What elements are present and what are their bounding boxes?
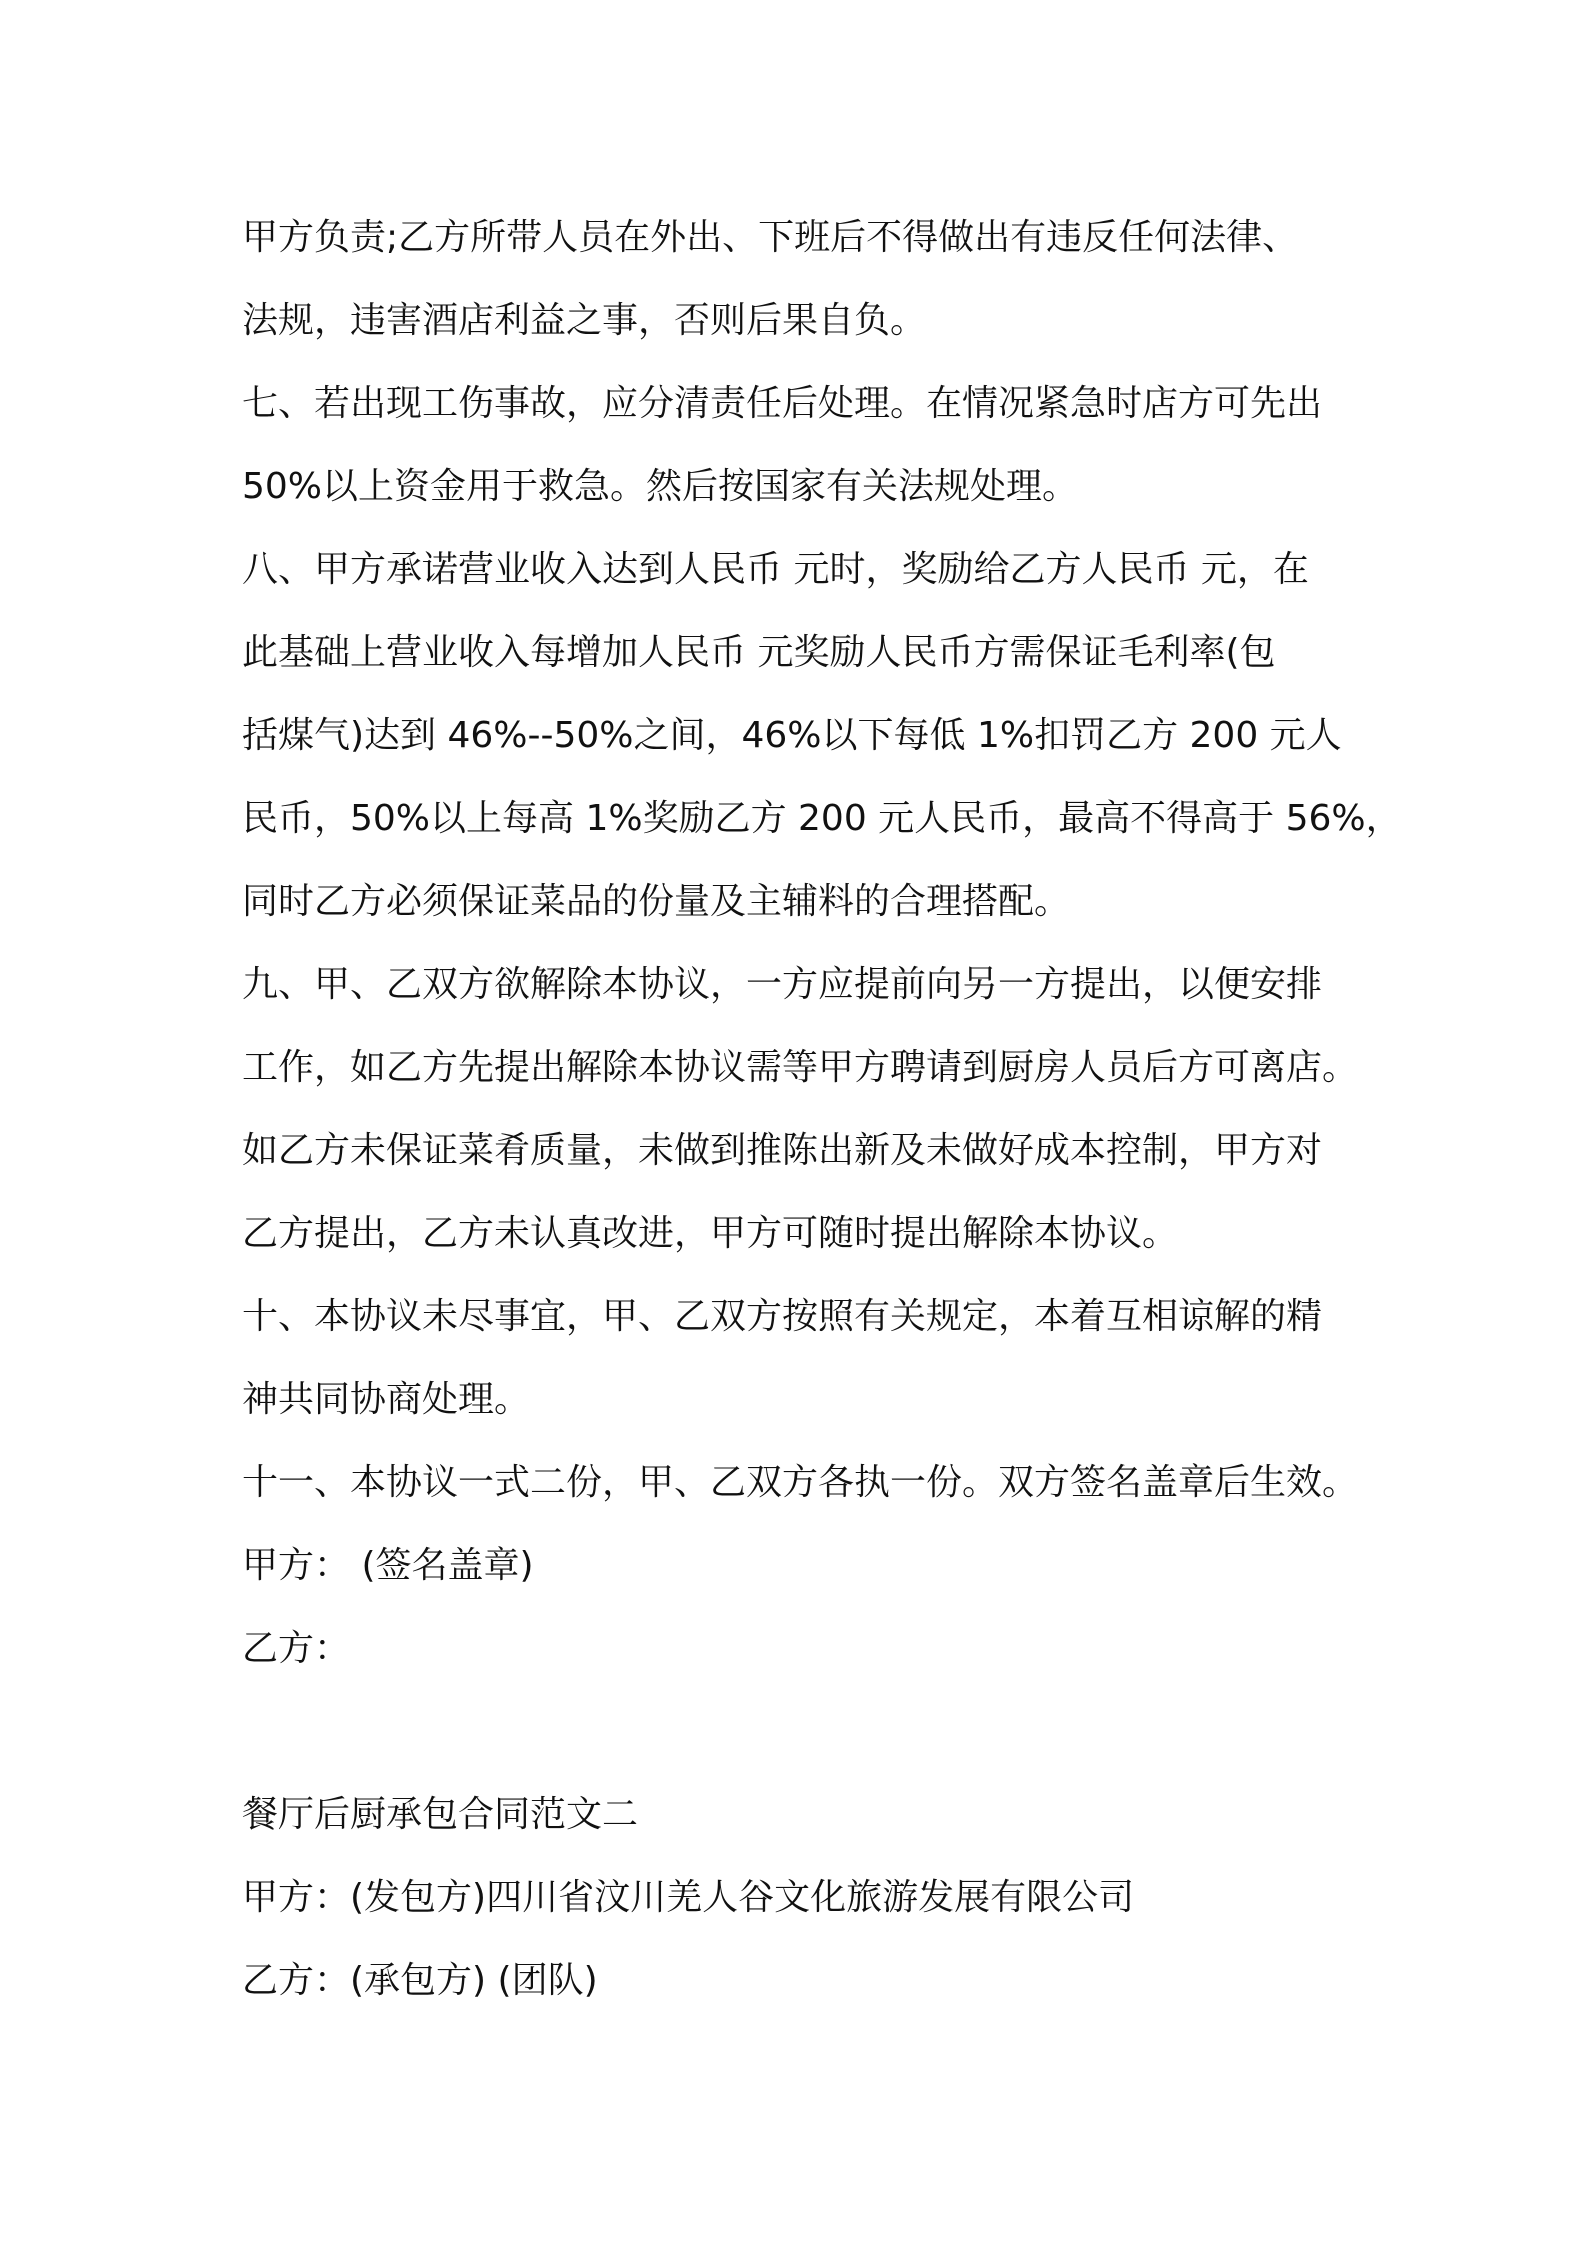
text-line: 如乙方未保证菜肴质量，未做到推陈出新及未做好成本控制，甲方对 <box>242 1130 1323 1171</box>
text-line: 工作，如乙方先提出解除本协议需等甲方聘请到厨房人员后方可离店。 <box>242 1047 1359 1088</box>
clause-7: 七、若出现工伤事故，应分清责任后处理。在情况紧急时店方可先出 <box>242 383 1323 424</box>
clause-11: 十一、本协议一式二份，甲、乙双方各执一份。双方签名盖章后生效。 <box>242 1462 1359 1503</box>
clause-9: 九、甲、乙双方欲解除本协议，一方应提前向另一方提出，以便安排 <box>242 964 1323 1005</box>
text-line: 括煤气)达到 46%--50%之间，46%以下每低 1%扣罚乙方 200 元人 <box>242 715 1342 756</box>
party-b-line: 乙方：(承包方) (团队) <box>242 1960 598 2001</box>
text-line: 此基础上营业收入每增加人民币 元奖励人民币方需保证毛利率(包 <box>242 632 1276 673</box>
text-line: 同时乙方必须保证菜品的份量及主辅料的合理搭配。 <box>242 881 1071 922</box>
text-line: 民币，50%以上每高 1%奖励乙方 200 元人民币，最高不得高于 56%， <box>242 798 1402 839</box>
party-b-signature: 乙方： <box>242 1628 351 1669</box>
clause-10: 十、本协议未尽事宜，甲、乙双方按照有关规定，本着互相谅解的精 <box>242 1296 1323 1337</box>
text-line: 神共同协商处理。 <box>242 1379 531 1420</box>
section-title: 餐厅后厨承包合同范文二 <box>242 1794 639 1835</box>
text-line: 50%以上资金用于救急。然后按国家有关法规处理。 <box>242 466 1079 507</box>
party-a-line: 甲方：(发包方)四川省汶川羌人谷文化旅游发展有限公司 <box>242 1877 1135 1918</box>
text-line: 乙方提出，乙方未认真改进，甲方可随时提出解除本协议。 <box>242 1213 1179 1254</box>
text-line: 甲方负责;乙方所带人员在外出、下班后不得做出有违反任何法律、 <box>242 217 1299 258</box>
text-line: 法规，违害酒店利益之事，否则后果自负。 <box>242 300 927 341</box>
section-gap <box>242 1690 1362 1773</box>
clause-8: 八、甲方承诺营业收入达到人民币 元时，奖励给乙方人民币 元，在 <box>242 549 1309 590</box>
party-a-signature: 甲方： (签名盖章) <box>242 1545 534 1586</box>
document-body <box>242 196 1402 2022</box>
